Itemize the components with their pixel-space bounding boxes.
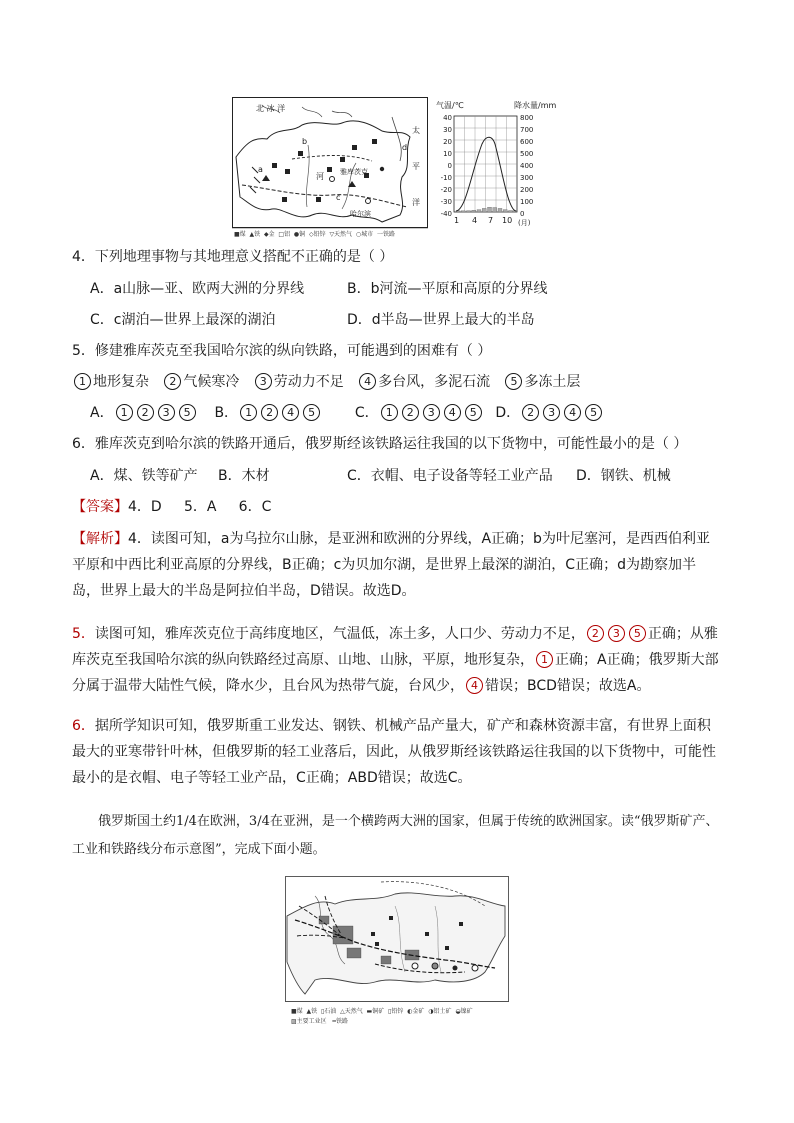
q4-option-a: A．a山脉—亚、欧两大洲的分界线 <box>90 281 305 297</box>
legend-item: ○城市 <box>355 231 374 238</box>
analysis-p6-number: 6． <box>72 718 95 734</box>
climate-left-title: 气温/℃ <box>436 101 464 110</box>
item-text: 劳动力不足 <box>273 374 344 390</box>
legend-item: ◐金矿 <box>407 1008 425 1015</box>
tick: 30 <box>443 126 452 134</box>
tick: 500 <box>520 150 534 158</box>
map1-legend <box>234 229 395 238</box>
q5-options <box>90 403 604 423</box>
q4-option-c: C．c湖泊—世界上最深的湖泊 <box>90 312 276 328</box>
legend-item: ◆金 <box>263 231 275 238</box>
label-river: 河 <box>316 172 324 181</box>
temp-axis-ticks <box>432 112 452 220</box>
tick: 600 <box>520 138 534 146</box>
choice-number: 4 <box>444 404 461 421</box>
choice-number: 3 <box>543 404 560 421</box>
tick: 200 <box>520 186 534 194</box>
item-text: 气候寒冷 <box>183 374 240 390</box>
legend-item: ▯石油 <box>320 1008 337 1015</box>
analysis-p5-text-b: 正确；从雅库茨克至我国哈尔滨的纵向铁路经过高原、山地、山脉，平原，地形复杂， <box>72 626 718 668</box>
q5-items <box>72 372 580 392</box>
x-tick: 7 <box>488 216 494 225</box>
tick: 0 <box>447 162 452 170</box>
tick: 700 <box>520 126 534 134</box>
choice-number: 5 <box>465 404 482 421</box>
precip-axis-ticks <box>520 112 544 220</box>
q5-stem: 5．修建雅库茨克至我国哈尔滨的纵向铁路，可能遇到的困难有（ ） <box>72 343 492 359</box>
x-tick: 1 <box>454 216 460 225</box>
x-tick: 4 <box>472 216 478 225</box>
tick: 800 <box>520 114 534 122</box>
map2-legend-row2 <box>291 1016 348 1025</box>
q4-option-d: D．d半岛—世界上最大的半岛 <box>347 312 535 328</box>
map2-legend-row1 <box>291 1006 473 1015</box>
figure1-map <box>232 97 428 237</box>
q6-option-d: D．钢铁、机械 <box>576 468 671 484</box>
analysis-p5-text-c: 正确；A正确；俄罗斯大部分属于温带大陆性气候，降水少，且台风为热带气旋，台风少， <box>72 652 719 694</box>
legend-item: ━铁路 <box>332 1018 349 1025</box>
choice-number: 2 <box>137 404 154 421</box>
choice-number: 5 <box>179 404 196 421</box>
tick: -30 <box>440 198 452 206</box>
analysis-p6 <box>72 713 722 791</box>
label-d: d <box>402 143 408 152</box>
item-number: 4 <box>359 373 376 390</box>
tick: 400 <box>520 162 534 170</box>
tick: -20 <box>440 186 452 194</box>
analysis-p4 <box>72 526 722 604</box>
answer-text: 4．D 5．A 6．C <box>128 499 272 515</box>
q6-option-c: C．衣帽、电子设备等轻工业产品 <box>347 468 553 484</box>
legend-item: ■煤 <box>291 1008 303 1015</box>
tick: -10 <box>440 174 452 182</box>
option-label: D． <box>495 405 521 421</box>
legend-item: ▨主要工业区 <box>291 1018 327 1025</box>
q6-stem: 6．雅库茨克到哈尔滨的铁路开通后，俄罗斯经该铁路运往我国的以下货物中，可能性最小的是（ ） <box>72 436 688 452</box>
tick: 40 <box>443 114 452 122</box>
label-b: b <box>302 137 308 146</box>
label-pacific-3: 洋 <box>412 198 420 207</box>
analysis-tag: 【解析】 <box>72 531 128 547</box>
choice-number: 2 <box>522 404 539 421</box>
label-pacific-2: 平 <box>412 162 420 171</box>
legend-item: □铝 <box>278 231 291 238</box>
tick: 20 <box>443 138 452 146</box>
q5-option-c <box>355 403 491 423</box>
analysis-p5-number: 5． <box>72 626 95 642</box>
label-a: a <box>258 165 263 174</box>
choice-number: 3 <box>608 625 625 642</box>
item-text: 多冻土层 <box>524 374 581 390</box>
analysis-p5 <box>72 621 722 699</box>
label-pacific-1: 太 <box>412 126 420 135</box>
item-text: 地形复杂 <box>93 374 149 390</box>
climate-right-title: 降水量/mm <box>514 101 557 110</box>
legend-item: ▯铅锌 <box>388 1008 404 1015</box>
choice-number: 4 <box>564 404 581 421</box>
choice-number: 2 <box>587 625 604 642</box>
q5-option-b <box>214 403 350 423</box>
choice-number: 1 <box>536 651 553 668</box>
choice-number: 1 <box>240 404 257 421</box>
legend-item: 一铁路 <box>376 231 395 238</box>
choice-number: 1 <box>116 404 133 421</box>
item-number: 2 <box>164 373 181 390</box>
russia-industry-map-graphic <box>285 876 509 1002</box>
figure2-map <box>285 876 509 1026</box>
option-label: A． <box>90 405 114 421</box>
tick: 0 <box>520 210 525 218</box>
label-harbin: 哈尔滨 <box>350 210 371 218</box>
legend-item: ■煤 <box>234 231 246 238</box>
option-label: B． <box>214 405 239 421</box>
choice-number: 3 <box>423 404 440 421</box>
tick: -40 <box>440 210 452 218</box>
legend-item: ◇铅锌 <box>308 231 326 238</box>
item-number: 5 <box>505 373 522 390</box>
legend-item: ▲铁 <box>306 1008 318 1015</box>
choice-number: 1 <box>381 404 398 421</box>
climate-chart <box>432 100 562 230</box>
x-unit: (月) <box>518 219 531 227</box>
answer-line <box>72 497 271 517</box>
legend-item: △天然气 <box>340 1008 363 1015</box>
choice-number: 4 <box>282 404 299 421</box>
intro-paragraph: 俄罗斯国土约1/4在欧洲，3/4在亚洲，是一个横跨两大洲的国家，但属于传统的欧洲国家。读“俄罗斯矿产、工业和铁路线分布示意图”，完成下面小题。 <box>72 814 719 857</box>
legend-item: ●铜 <box>293 231 306 238</box>
analysis-p5-text-a: 读图可知，雅库茨克位于高纬度地区，气温低，冻土多，人口少、劳动力不足， <box>94 626 585 642</box>
answer-tag: 【答案】 <box>72 499 128 515</box>
choice-number: 4 <box>466 677 483 694</box>
x-tick: 10 <box>502 216 513 225</box>
legend-item: ▲铁 <box>249 231 261 238</box>
tick: 100 <box>520 198 534 206</box>
legend-item: ◒镍矿 <box>455 1008 473 1015</box>
item-text: 多台风，多泥石流 <box>378 374 491 390</box>
item-number: 3 <box>255 373 272 390</box>
q6-option-a: A．煤、铁等矿产 <box>90 468 198 484</box>
legend-item: ◑铝土矿 <box>428 1008 452 1015</box>
q6-option-b: B．木材 <box>218 468 270 484</box>
legend-item: ▬铜矿 <box>366 1008 385 1015</box>
q4-option-b: B．b河流—平原和高原的分界线 <box>347 281 548 297</box>
choice-number: 5 <box>303 404 320 421</box>
label-arctic-ocean: 北 冰 洋 <box>256 104 286 113</box>
q4-stem: 4．下列地理事物与其地理意义搭配不正确的是（ ） <box>72 249 394 265</box>
item-number: 1 <box>74 373 91 390</box>
choice-number: 2 <box>261 404 278 421</box>
q5-option-a <box>90 403 210 423</box>
choice-number: 2 <box>402 404 419 421</box>
choice-number: 5 <box>585 404 602 421</box>
label-yakutsk: 雅库茨克 <box>340 168 368 176</box>
choice-number: 3 <box>158 404 175 421</box>
tick: 300 <box>520 174 534 182</box>
label-c: c <box>336 193 341 202</box>
analysis-p5-text-d: 错误；BCD错误；故选A。 <box>485 678 651 694</box>
option-label: C． <box>354 405 379 421</box>
legend-item: ▽天然气 <box>329 231 353 238</box>
analysis-p6-text: 据所学知识可知，俄罗斯重工业发达、钢铁、机械产品产量大，矿产和森林资源丰富，有世界上面积最大的亚寒带针叶林，但俄罗斯的轻工业落后，因此，从俄罗斯经该铁路运往我国的以下货物中，可能性最小的是衣帽、电子等轻工业产品，C正确；ABD错误；故选C。 <box>72 718 716 786</box>
q5-option-d <box>495 403 604 423</box>
tick: 10 <box>443 150 452 158</box>
choice-number: 5 <box>629 625 646 642</box>
analysis-p4-text: 4．读图可知，a为乌拉尔山脉，是亚洲和欧洲的分界线，A正确；b为叶尼塞河，是西西伯利亚平原和中西比利亚高原的分界线，B正确；c为贝加尔湖，是世界上最深的湖泊，C正确；d为勘察加半岛，世界上最大的半岛是阿拉伯半岛，D错误。故选D。 <box>72 531 710 599</box>
